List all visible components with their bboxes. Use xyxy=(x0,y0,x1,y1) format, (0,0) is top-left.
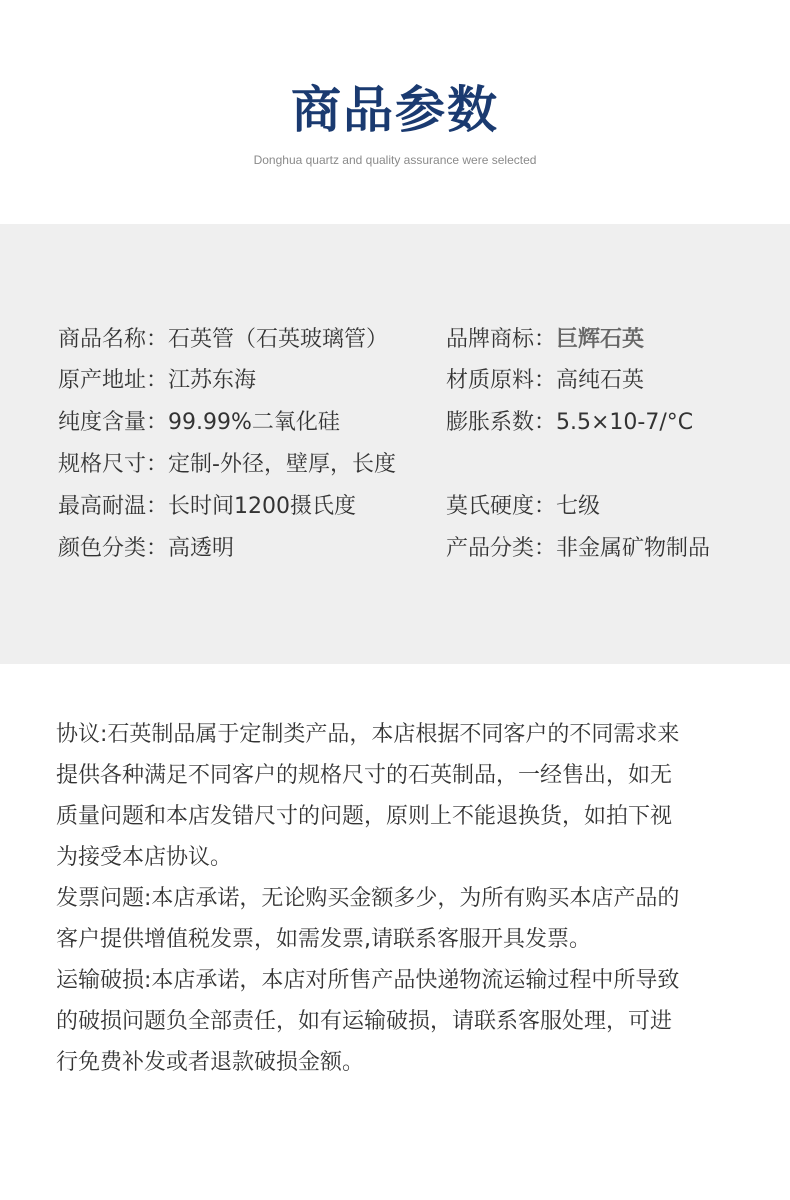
param-value: 巨辉石英 xyxy=(556,327,645,352)
param-label: 莫氏硬度： xyxy=(446,494,557,519)
param-value: 长时间1200摄氏度 xyxy=(168,494,357,519)
param-specification xyxy=(58,450,396,480)
param-label: 原产地址： xyxy=(58,368,169,393)
param-max-temperature xyxy=(58,492,356,522)
param-mohs-hardness xyxy=(446,492,600,522)
agreement-line: 发票问题:本店承诺，无论购买金额多少，为所有购买本店产品的 xyxy=(56,886,680,911)
agreement-line: 行免费补发或者退款破损金额。 xyxy=(56,1050,365,1075)
header-section xyxy=(0,0,790,224)
param-purity xyxy=(58,408,340,438)
param-product-category xyxy=(446,534,710,564)
agreement-line: 协议:石英制品属于定制类产品，本店根据不同客户的不同需求来 xyxy=(56,722,680,747)
param-label: 材质原料： xyxy=(446,368,557,393)
agreement-line: 运输破损:本店承诺，本店对所售产品快递物流运输过程中所导致 xyxy=(56,968,680,993)
param-label: 产品分类： xyxy=(446,536,557,561)
param-label: 规格尺寸： xyxy=(58,452,169,477)
agreement-line: 提供各种满足不同客户的规格尺寸的石英制品，一经售出，如无 xyxy=(56,763,673,788)
param-label: 品牌商标： xyxy=(446,327,557,352)
agreement-line: 客户提供增值税发票，如需发票,请联系客服开具发票。 xyxy=(56,927,591,952)
param-value: 99.99%二氧化硅 xyxy=(168,410,340,435)
param-value: 高纯石英 xyxy=(556,368,645,393)
param-label: 颜色分类： xyxy=(58,536,169,561)
agreement-line: 为接受本店协议。 xyxy=(56,845,233,870)
param-expansion-coefficient xyxy=(446,408,693,438)
param-brand xyxy=(446,325,644,355)
page-title: 商品参数 xyxy=(291,81,499,139)
param-value: 非金属矿物制品 xyxy=(556,536,711,561)
param-value: 5.5×10-7/°C xyxy=(556,410,694,435)
param-label: 膨胀系数： xyxy=(446,410,557,435)
param-color xyxy=(58,534,234,564)
param-product-name xyxy=(58,325,388,355)
param-value: 石英管（石英玻璃管） xyxy=(168,327,389,352)
param-origin xyxy=(58,366,256,396)
store-agreement xyxy=(56,714,746,1083)
param-material xyxy=(446,366,644,396)
param-label: 商品名称： xyxy=(58,327,169,352)
param-value: 江苏东海 xyxy=(168,368,257,393)
param-label: 纯度含量： xyxy=(58,410,169,435)
agreement-line: 质量问题和本店发错尺寸的问题，原则上不能退换货，如拍下视 xyxy=(56,804,673,829)
param-label: 最高耐温： xyxy=(58,494,169,519)
param-value: 定制-外径，壁厚，长度 xyxy=(168,452,396,477)
param-value: 高透明 xyxy=(168,536,235,561)
parameters-panel xyxy=(0,224,790,664)
agreement-line: 的破损问题负全部责任，如有运输破损，请联系客服处理，可进 xyxy=(56,1009,673,1034)
param-value: 七级 xyxy=(556,494,601,519)
page-subtitle: Donghua quartz and quality assurance were selected xyxy=(253,153,537,167)
